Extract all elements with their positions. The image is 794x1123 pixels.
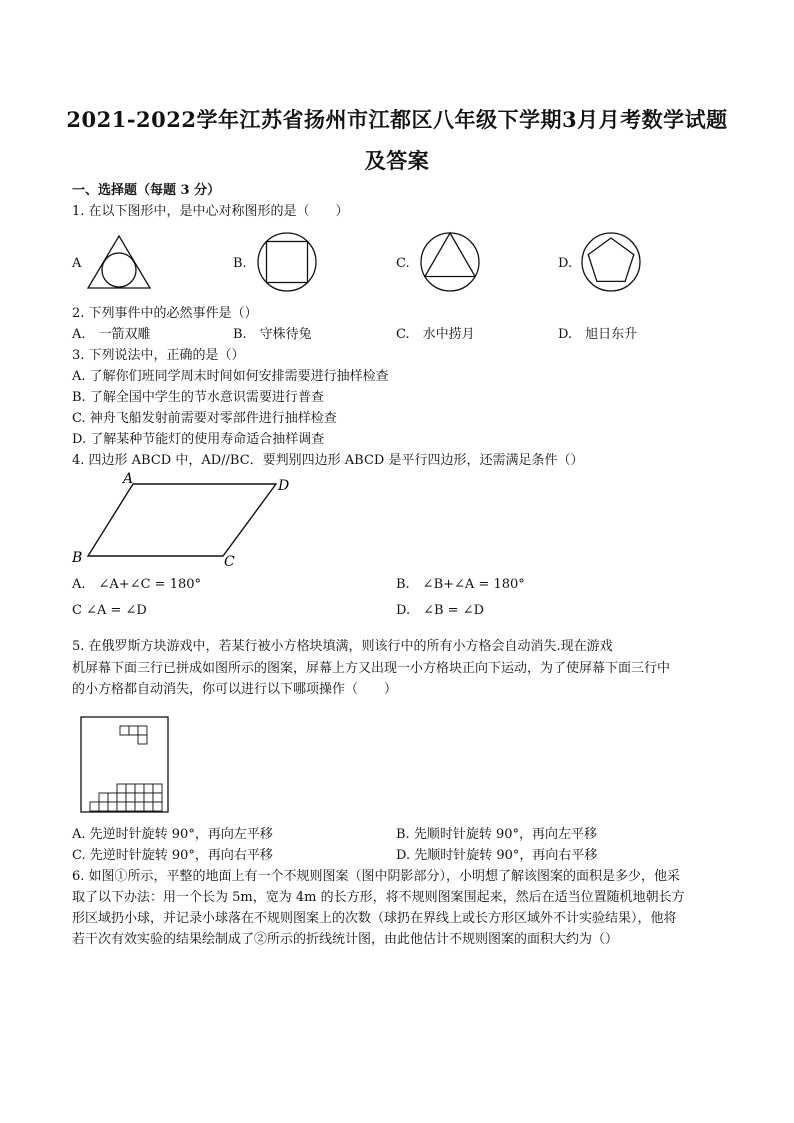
vertex-c-label: C bbox=[224, 554, 235, 570]
question-6-line-2: 取了以下办法：用一个长为 5m，宽为 4m 的长方形，将不规则图案围起来，然后在适当位置随机地朝长方 bbox=[72, 890, 685, 905]
page-title: 2021-2022学年江苏省扬州市江都区八年级下学期3月月考数学试题 bbox=[66, 107, 728, 132]
tetris-screen-figure bbox=[80, 716, 170, 814]
q5-option-b: B. 先顺时针旋转 90°，再向左平移 bbox=[396, 827, 597, 842]
q1-option-c-figure bbox=[417, 229, 483, 295]
bottom-row-cell bbox=[117, 802, 126, 811]
bottom-row-cell bbox=[153, 793, 162, 802]
question-1-stem: 1. 在以下图形中，是中心对称图形的是（ ） bbox=[72, 204, 349, 219]
question-5-line-2: 机屏幕下面三行已拼成如图所示的图案，屏幕上方又出现一小方格块正向下运动，为了使屏幕下面三行中 bbox=[72, 661, 671, 676]
falling-block-cell bbox=[129, 726, 138, 735]
inscribed-square-shape bbox=[267, 242, 308, 283]
q5-option-c: C. 先逆时针旋转 90°，再向右平移 bbox=[72, 848, 273, 863]
bottom-row-cell bbox=[126, 802, 135, 811]
vertex-b-label: B bbox=[72, 550, 83, 566]
q3-option-b: B. 了解全国中学生的节水意识需要进行普查 bbox=[72, 390, 324, 405]
question-5-line-1: 5. 在俄罗斯方块游戏中，若某行被小方格块填满，则该行中的所有小方格会自动消失.现在游戏 bbox=[72, 639, 613, 654]
bottom-row-cell bbox=[135, 784, 144, 793]
bottom-row-cell bbox=[144, 793, 153, 802]
question-6-line-1: 6. 如图①所示，平整的地面上有一个不规则图案（图中阴影部分），小明想了解该图案的面积是多少，他采 bbox=[72, 869, 681, 884]
triangle-shape bbox=[88, 236, 150, 288]
q4-option-d: D. ∠B = ∠D bbox=[396, 603, 485, 618]
bottom-row-cell bbox=[108, 802, 117, 811]
vertex-a-label: A bbox=[123, 471, 134, 487]
q2-option-a: A. 一箭双雕 bbox=[72, 327, 151, 342]
bottom-row-cell bbox=[99, 802, 108, 811]
parallelogram-figure bbox=[66, 470, 306, 570]
q1-option-d-label: D. bbox=[558, 256, 573, 271]
bottom-row-cell bbox=[99, 793, 108, 802]
vertex-d-label: D bbox=[278, 478, 290, 494]
question-6-line-4: 若干次有效实验的结果绘制成了②所示的折线统计图，由此他估计不规则图案的面积大约为（） bbox=[72, 932, 619, 947]
q1-option-a-figure bbox=[84, 232, 154, 292]
q4-option-b: B. ∠B+∠A = 180° bbox=[396, 577, 525, 592]
q3-option-c: C. 神舟飞船发射前需要对零部件进行抽样检查 bbox=[72, 411, 337, 426]
q5-option-d: D. 先顺时针旋转 90°，再向右平移 bbox=[396, 848, 598, 863]
bottom-row-cell bbox=[135, 793, 144, 802]
q4-option-a: A. ∠A+∠C = 180° bbox=[72, 577, 202, 592]
q3-option-a: A. 了解你们班同学周末时间如何安排需要进行抽样检查 bbox=[72, 369, 389, 384]
bottom-row-cell bbox=[153, 802, 162, 811]
bottom-row-cell bbox=[144, 802, 153, 811]
q4-option-c: C ∠A = ∠D bbox=[72, 603, 147, 618]
q1-option-d-figure bbox=[578, 229, 644, 295]
bottom-row-cell bbox=[90, 802, 99, 811]
q1-option-a-label: A bbox=[72, 256, 82, 271]
bottom-row-cell bbox=[108, 793, 117, 802]
q1-option-c-label: C. bbox=[396, 256, 410, 271]
inscribed-circle-shape bbox=[102, 253, 136, 287]
q5-option-a: A. 先逆时针旋转 90°，再向左平移 bbox=[72, 827, 273, 842]
circle-shape bbox=[421, 233, 479, 291]
bottom-row-cell bbox=[135, 802, 144, 811]
q1-option-b-label: B. bbox=[233, 256, 247, 271]
bottom-row-cell bbox=[126, 793, 135, 802]
inscribed-pentagon-shape bbox=[588, 238, 634, 281]
bottom-row-cell bbox=[126, 784, 135, 793]
section-heading: 一、选择题（每题 3 分） bbox=[72, 183, 221, 198]
q2-option-b: B. 守株待兔 bbox=[233, 327, 312, 342]
question-2-stem: 2. 下列事件中的必然事件是（） bbox=[72, 306, 258, 321]
question-4-stem: 4. 四边形 ABCD 中，AD//BC．要判别四边形 ABCD 是平行四边形，还需满足条件（） bbox=[72, 453, 584, 468]
parallelogram-shape bbox=[88, 484, 276, 556]
q3-option-d: D. 了解某种节能灯的使用寿命适合抽样调查 bbox=[72, 432, 325, 447]
bottom-row-cell bbox=[117, 793, 126, 802]
bottom-row-cell bbox=[144, 784, 153, 793]
q1-option-b-figure bbox=[254, 229, 320, 295]
question-5-line-3: 的小方格都自动消失，你可以进行以下哪项操作（ ） bbox=[72, 682, 398, 697]
question-3-stem: 3. 下列说法中，正确的是（） bbox=[72, 348, 245, 363]
falling-block-cell bbox=[138, 735, 147, 744]
bottom-row-cell bbox=[153, 784, 162, 793]
bottom-row-cell bbox=[117, 784, 126, 793]
q2-option-c: C. 水中捞月 bbox=[396, 327, 475, 342]
question-6-line-3: 形区域扔小球，并记录小球落在不规则图案上的次数（球扔在界线上或长方形区域外不计实验结果），他将 bbox=[72, 911, 677, 926]
falling-block-cell bbox=[120, 726, 129, 735]
q2-option-d: D. 旭日东升 bbox=[558, 327, 638, 342]
falling-block-cell bbox=[138, 726, 147, 735]
page-title-continued: 及答案 bbox=[364, 148, 430, 173]
